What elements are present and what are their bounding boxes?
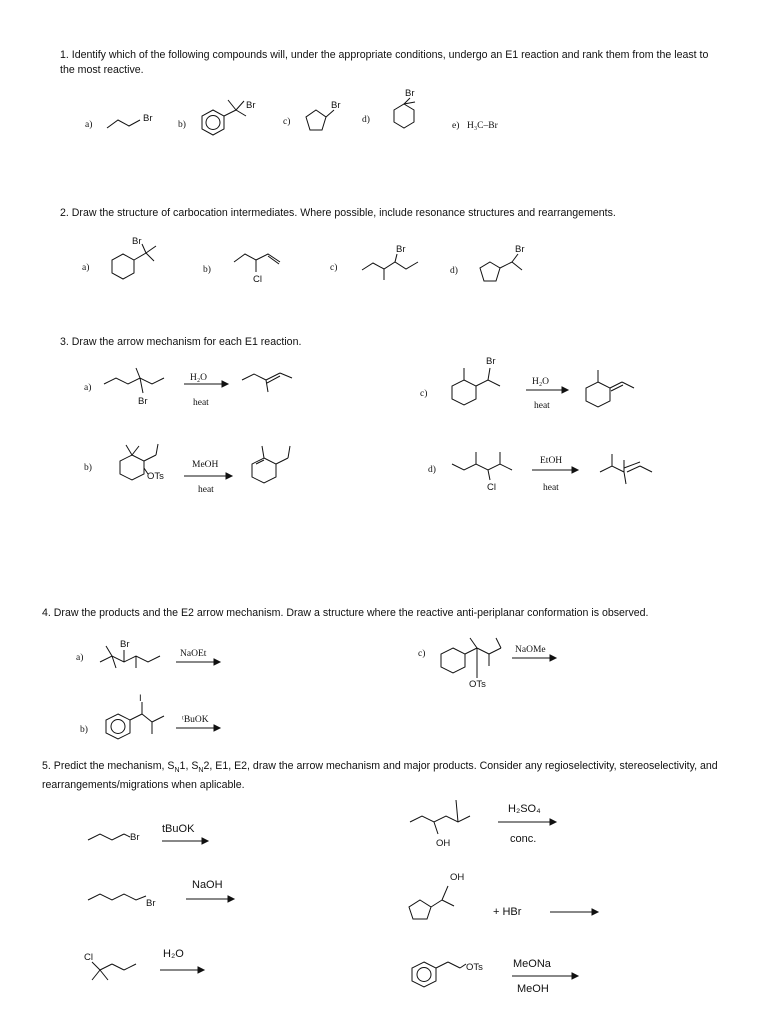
svg-text:Br: Br <box>143 113 153 124</box>
q2-label-b: b) <box>203 265 211 275</box>
q5-r2-reactant <box>88 894 156 909</box>
q5-r2-reagent: NaOH <box>192 879 223 891</box>
q2-label-d: d) <box>450 266 458 276</box>
q4-a-reactant <box>100 639 160 668</box>
q3-c-condition: heat <box>534 401 550 411</box>
question-1-text: 1. Identify which of the following compounds will, under the appropriate conditions, undergo an E1 reaction and rank them from the least to the most reactive. <box>60 49 709 76</box>
q5-text-part3: 2, E1, E2, draw the arrow mechanism and major products. Consider any regioselectivity, stereoselectivity, and rearrangements/migrations when aplicable. <box>42 760 718 792</box>
q3-b-reactant <box>120 444 164 482</box>
q4-a-reagent: NaOEt <box>180 649 207 659</box>
q3-label-d: d) <box>428 465 436 475</box>
q5-r4-condition: conc. <box>510 833 537 845</box>
svg-text:Br: Br <box>130 832 140 843</box>
q3-b-condition: heat <box>198 485 214 495</box>
q3-d-reactant <box>452 452 512 493</box>
q3-a-reagent: H₂O <box>190 373 208 383</box>
q2-b-allylic-chloride <box>234 254 280 285</box>
svg-text:OTs: OTs <box>469 679 486 690</box>
q5-r1-reagent: tBuOK <box>162 823 195 835</box>
q5-r6-reagent: MeONa <box>513 958 551 970</box>
question-3-text: 3. Draw the arrow mechanism for each E1 reaction. <box>60 336 302 348</box>
q3-c-reactant <box>452 356 500 405</box>
q1-e-methyl-bromide: H₃C–Br <box>467 121 498 131</box>
q4-c-reactant <box>441 638 501 690</box>
svg-text:Br: Br <box>396 244 406 255</box>
q5-r3-reactant <box>84 952 136 980</box>
q5-r5-reactant <box>409 872 464 919</box>
q4-label-a: a) <box>76 653 84 663</box>
q3-label-c: c) <box>420 389 428 399</box>
q5-text-part2: 1, S <box>179 760 199 772</box>
svg-text:Br: Br <box>515 244 525 255</box>
q1-a-bromobutane <box>107 113 153 128</box>
q5-r5-reagent: + HBr <box>493 906 522 918</box>
svg-text:OH: OH <box>436 838 451 849</box>
q5-sub-n2: N <box>198 767 204 775</box>
q5-r6-condition: MeOH <box>517 983 549 995</box>
q4-b-reagent: ᵗBuOK <box>182 715 209 725</box>
q5-r4-reagent: H₂SO₄ <box>508 803 541 815</box>
q3-label-a: a) <box>84 383 92 393</box>
svg-text:Br: Br <box>405 88 415 99</box>
svg-text:Br: Br <box>331 100 341 111</box>
q4-label-c: c) <box>418 649 426 659</box>
q3-c-product <box>586 370 634 407</box>
q3-d-condition: heat <box>543 483 559 493</box>
q1-label-d: d) <box>362 115 370 125</box>
svg-text:Br: Br <box>486 356 496 367</box>
q5-sub-n1: N <box>174 767 180 775</box>
q2-d-cyclopentyl-bromide <box>480 244 525 281</box>
svg-text:I: I <box>139 693 142 704</box>
q1-c-cyclopentyl-bromide <box>306 100 341 130</box>
svg-text:Br: Br <box>120 639 130 650</box>
q1-label-e: e) <box>452 121 460 131</box>
svg-text:Cl: Cl <box>487 482 496 493</box>
q3-c-reagent: H₂O <box>532 377 550 387</box>
q5-r6-reactant <box>412 962 483 987</box>
svg-text:Cl: Cl <box>253 274 262 285</box>
q4-c-reagent: NaOMe <box>515 645 546 655</box>
question-2-text: 2. Draw the structure of carbocation intermediates. Where possible, include resonance structures and rearrangements. <box>60 207 616 219</box>
q1-b-tertiary-benzylic-bromide <box>202 100 256 135</box>
q5-text-part1: 5. Predict the mechanism, S <box>42 760 175 772</box>
q3-d-reagent: EtOH <box>540 456 563 466</box>
q3-d-product <box>600 454 652 484</box>
q3-a-condition: heat <box>193 398 209 408</box>
svg-text:Cl: Cl <box>84 952 93 963</box>
svg-text:Br: Br <box>246 100 256 111</box>
svg-text:Br: Br <box>146 898 156 909</box>
svg-text:OTs: OTs <box>466 962 483 973</box>
q1-label-b: b) <box>178 120 186 130</box>
q3-a-product <box>242 373 292 392</box>
q1-label-c: c) <box>283 117 291 127</box>
q5-r1-reactant <box>88 832 140 843</box>
svg-text:Br: Br <box>132 236 142 247</box>
q4-label-b: b) <box>80 725 88 735</box>
q2-label-a: a) <box>82 263 90 273</box>
q2-c-secondary-bromide <box>362 244 418 280</box>
q1-label-a: a) <box>85 120 93 130</box>
q4-b-reactant <box>106 693 164 739</box>
svg-text:OH: OH <box>450 872 465 883</box>
q2-label-c: c) <box>330 263 338 273</box>
q5-r4-reactant <box>410 800 470 849</box>
svg-text:Br: Br <box>138 396 148 407</box>
q5-r3-reagent: H₂O <box>163 948 184 960</box>
q3-a-reactant <box>104 368 164 407</box>
q2-a-tertiary-bromide-cyclohexyl <box>112 236 156 279</box>
q1-d-1-bromo-1-methylcyclohexane <box>394 88 415 128</box>
q3-b-reagent: MeOH <box>192 460 219 470</box>
q3-b-product <box>252 446 290 483</box>
question-4-text: 4. Draw the products and the E2 arrow mechanism. Draw a structure where the reactive anti-periplanar conformation is observed. <box>42 607 649 619</box>
svg-text:OTs: OTs <box>147 471 164 482</box>
q3-label-b: b) <box>84 463 92 473</box>
